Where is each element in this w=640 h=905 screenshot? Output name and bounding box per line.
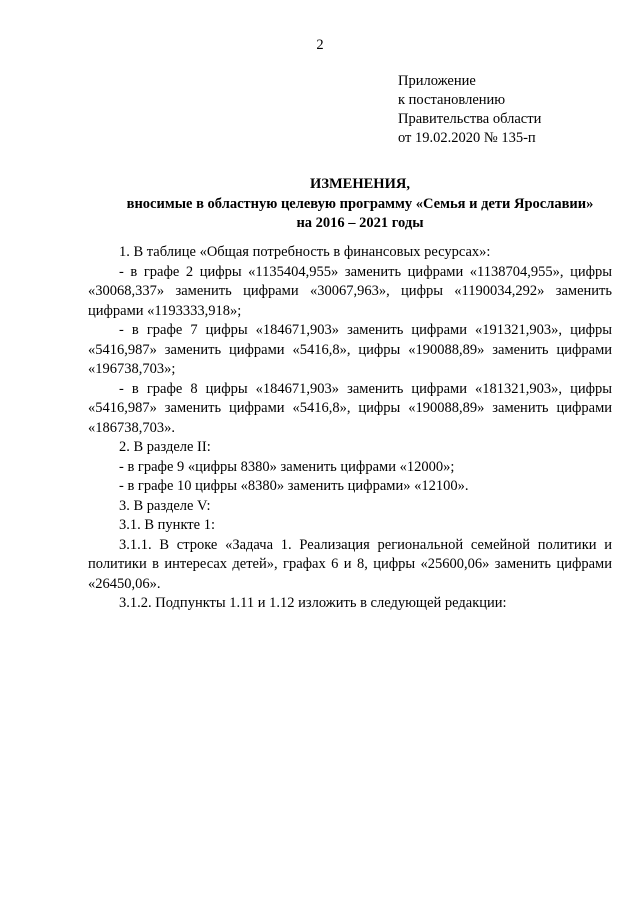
document-title (90, 175, 630, 234)
paragraph-3: - в графе 7 цифры «184671,903» заменить цифрами «191321,903», цифры «5416,987» заменить цифрами «5416,8», цифры «190088,89» заменить цифрами «196738,703»; (88, 322, 612, 377)
document-body (88, 243, 612, 614)
paragraph-1: 1. В таблице «Общая потребность в финансовых ресурсах»: (119, 244, 491, 260)
paragraph-9: 3.1. В пункте 1: (119, 517, 215, 533)
paragraph-10: 3.1.1. В строке «Задача 1. Реализация региональной семейной политики и политики в интересах детей», графах 6 и 8, цифры «25600,06» заменить цифрами «26450,06». (88, 536, 612, 592)
appendix-line-1: Приложение (398, 73, 476, 89)
paragraph-8: 3. В разделе V: (119, 497, 211, 514)
paragraph-6: - в графе 9 «цифры 8380» заменить цифрами «12000»; (119, 458, 455, 475)
appendix-line-3: Правительства области (398, 111, 542, 127)
appendix-line-2: к постановлению (398, 92, 506, 108)
title-line-1: ИЗМЕНЕНИЯ, (310, 176, 410, 192)
paragraph-7: - в графе 10 цифры «8380» заменить цифрами» «12100». (119, 478, 469, 494)
appendix-block (398, 72, 541, 148)
paragraph-11: 3.1.2. Подпункты 1.11 и 1.12 изложить в следующей редакции: (119, 595, 507, 611)
paragraph-5: 2. В разделе II: (119, 439, 211, 455)
appendix-line-4: от 19.02.2020 № 135-п (398, 130, 536, 146)
paragraph-2: - в графе 2 цифры «1135404,955» заменить цифрами «1138704,955», цифры «30068,337» заменить цифрами «30067,963», цифры «1190034,292» заменить цифрами «1193333,918»; (88, 263, 612, 319)
title-line-3: на 2016 – 2021 годы (296, 215, 424, 231)
title-line-2: вносимые в областную целевую программу «Семья и дети Ярославии» (126, 195, 594, 212)
paragraph-4: - в графе 8 цифры «184671,903» заменить цифрами «181321,903», цифры «5416,987» заменить цифрами «5416,8», цифры «190088,89» заменить цифрами «186738,703». (88, 380, 612, 436)
page-number: 2 (316, 37, 324, 53)
